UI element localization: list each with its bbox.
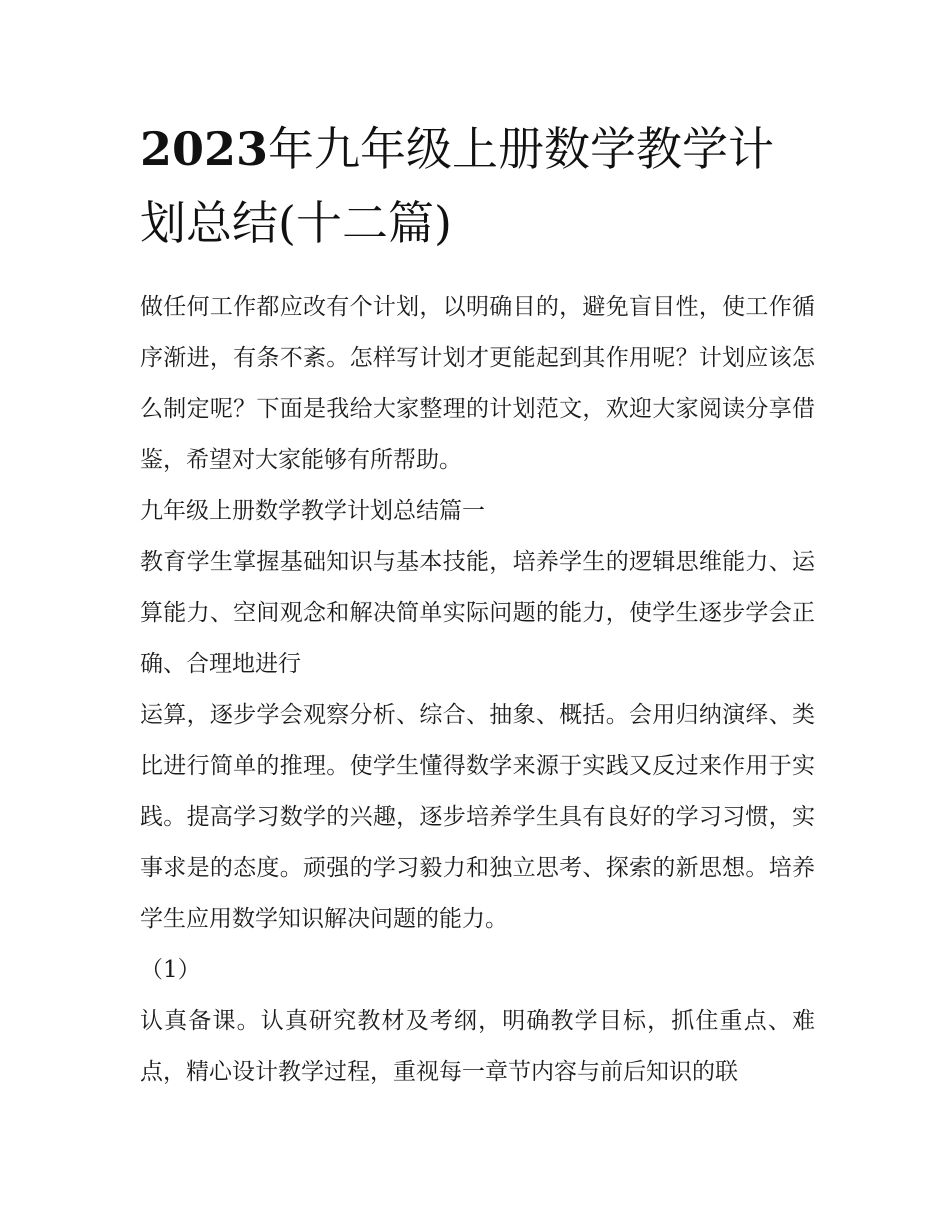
body-paragraph: 运算，逐步学会观察分析、综合、抽象、概括。会用归纳演绎、类比进行简单的推理。使学生懂得数学来源于实践又反过来作用于实践。提高学习数学的兴趣，逐步培养学生具有良好的学习习惯，实事求是的态度。顽强的学习毅力和独立思考、探索的新思想。培养学生应用数学知识解决问题的能力。 [140, 702, 815, 932]
body-paragraph: 认真备课。认真研究教材及考纲，明确教学目标，抓住重点、难点，精心设计教学过程，重视每一章节内容与前后知识的联 [140, 1008, 815, 1085]
document-title-year: 2023 [140, 122, 269, 176]
intro-paragraph: 做任何工作都应改有个计划，以明确目的，避免盲目性，使工作循序渐进，有条不紊。怎样写计划才更能起到其作用呢？计划应该怎么制定呢？下面是我给大家整理的计划范文，欢迎大家阅读分享借鉴，希望对大家能够有所帮助。 [140, 294, 815, 473]
document-title [140, 112, 815, 260]
document-title-text: 年九年级上册数学教学计划总结(十二篇) [140, 122, 775, 250]
section-heading: 九年级上册数学教学计划总结篇一 [140, 498, 485, 524]
body-paragraph: 教育学生掌握基础知识与基本技能，培养学生的逻辑思维能力、运算能力、空间观念和解决简单实际问题的能力，使学生逐步学会正确、合理地进行 [140, 549, 815, 677]
document-body [140, 282, 815, 1098]
document-content [140, 112, 815, 1098]
list-number: （1） [140, 957, 201, 983]
